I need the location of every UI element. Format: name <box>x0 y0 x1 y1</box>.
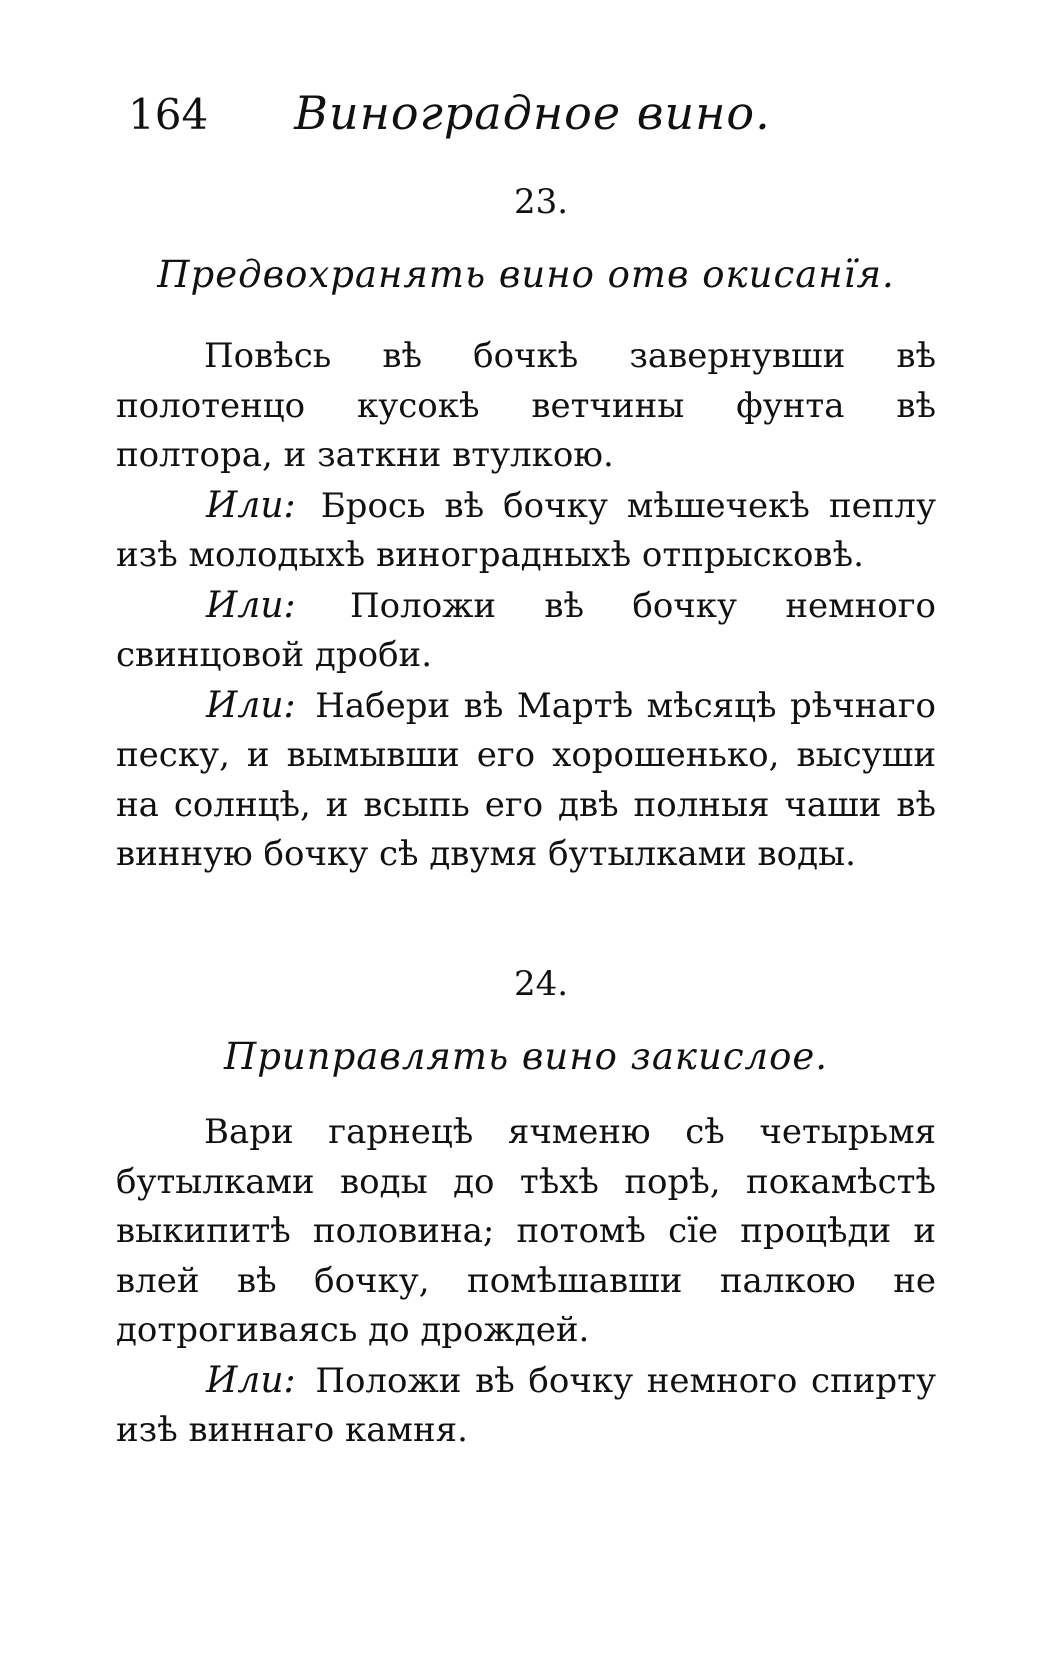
running-title: Виноградное вино. <box>294 86 771 140</box>
page-number: 164 <box>128 90 209 139</box>
paragraph-lead: Или: <box>206 684 296 726</box>
section-24 <box>116 960 936 1456</box>
paragraph <box>116 1356 936 1456</box>
paragraph <box>116 332 936 481</box>
section-number: 24. <box>513 964 569 1004</box>
paragraph-lead: Или: <box>206 484 296 526</box>
paragraph <box>116 481 936 581</box>
paragraph-text: Вари гарнецѣ ячменю сѣ четырьмя бутылками воды до тѣхѣ порѣ, покамѣстѣ выкипитѣ половина; потомѣ сїе процѣди и влей вѣ бочку, помѣшавши палкою не дотрогиваясь до дрождей. <box>116 1112 936 1350</box>
paragraph-text: Положи вѣ бочку немного свинцовой дроби. <box>116 585 937 675</box>
section-heading: Предвохранять вино отв окисанїя. <box>157 253 895 296</box>
paragraph <box>116 581 936 681</box>
paragraph-text: Положи вѣ бочку немного спирту изѣ виннаго камня. <box>116 1360 936 1450</box>
paragraph <box>116 681 936 880</box>
section-number: 23. <box>513 182 569 222</box>
section-23 <box>116 178 936 880</box>
paragraph-text: Набери вѣ Мартѣ мѣсяцѣ рѣчнаго песку, и вымывши его хорошенько, высуши на солнцѣ, и всыпь его двѣ полныя чаши вѣ винную бочку сѣ двумя бутылками воды. <box>116 685 936 874</box>
paragraph <box>116 1108 936 1356</box>
paragraph-lead: Или: <box>206 584 296 626</box>
paragraph-lead: Или: <box>206 1359 296 1401</box>
paragraph-text: Брось вѣ бочку мѣшечекѣ пеплу изѣ молодыхѣ виноградныхѣ отпрысковѣ. <box>116 485 936 575</box>
paragraph-text: Повѣсь вѣ бочкѣ завернувши вѣ полотенцо кусокѣ ветчины фунта вѣ полтора, и заткни втулкою. <box>116 336 936 475</box>
running-head <box>128 78 828 148</box>
section-heading: Приправлять вино закислое. <box>223 1035 829 1078</box>
